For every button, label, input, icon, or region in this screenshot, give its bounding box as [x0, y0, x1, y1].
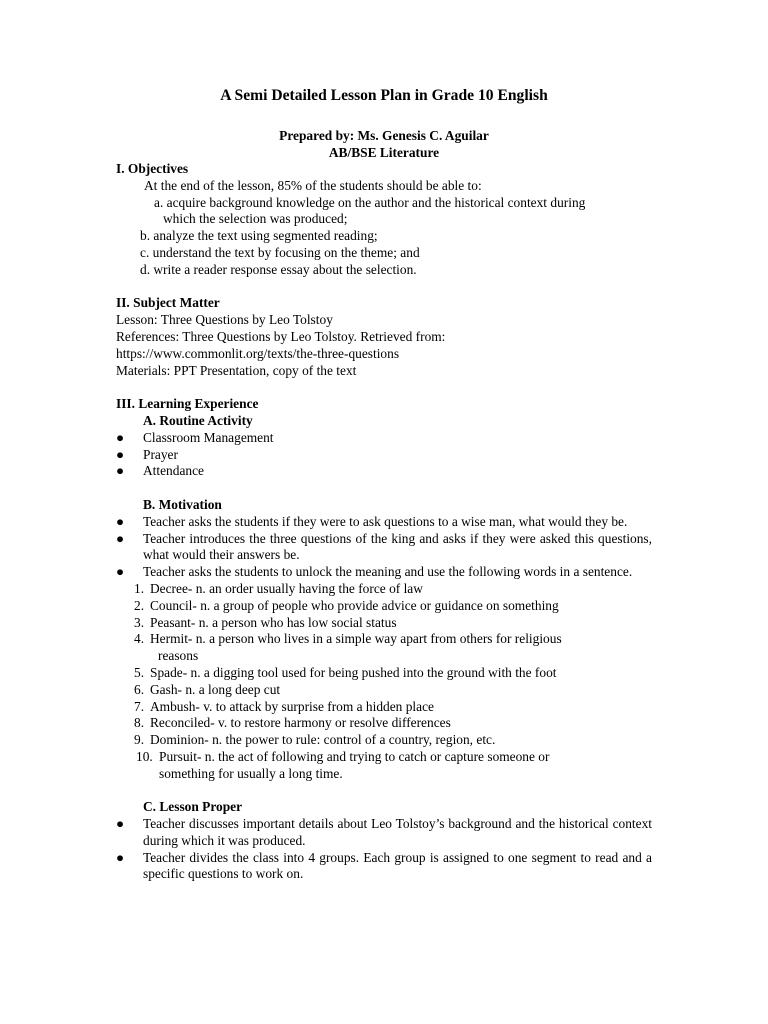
document-title: A Semi Detailed Lesson Plan in Grade 10 English	[220, 87, 548, 104]
vocab-item: 7. Ambush- v. to attack by surprise from a hidden place	[134, 698, 434, 714]
bullet-icon: ●	[116, 446, 125, 462]
reference-url[interactable]: https://www.commonlit.org/texts/the-three-questions	[116, 345, 400, 361]
vocab-item: 4. Hermit- n. a person who lives in a simple way apart from others for religious reasons	[134, 631, 562, 664]
vocab-item: 9. Dominion- n. the power to rule: control of a country, region, etc.	[134, 732, 496, 748]
objectives-heading: I. Objectives	[116, 161, 189, 176]
routine-heading: A. Routine Activity	[143, 412, 253, 428]
motivation-heading: B. Motivation	[143, 496, 222, 512]
bullet-icon: ●	[116, 849, 125, 865]
objective-item: b. analyze the text using segmented reading;	[140, 228, 378, 244]
learning-experience-heading: III. Learning Experience	[116, 396, 259, 412]
subject-matter-heading: II. Subject Matter	[116, 295, 220, 311]
vocab-item: 2. Council- n. a group of people who provide advice or guidance on something	[134, 597, 559, 613]
list-item: ● Teacher asks the students if they were to ask questions to a wise man, what would they be.	[116, 513, 628, 529]
prepared-by: Prepared by: Ms. Genesis C. Aguilar	[279, 128, 489, 143]
objective-item: a. acquire background knowledge on the author and the historical context during which the selection was produced;	[154, 194, 586, 227]
bullet-icon: ●	[116, 564, 125, 580]
lesson-line: Lesson: Three Questions by Leo Tolstoy	[116, 312, 333, 328]
lesson-proper-heading: C. Lesson Proper	[143, 799, 243, 815]
objectives-intro: At the end of the lesson, 85% of the students should be able to:	[144, 177, 482, 193]
objective-item: d. write a reader response essay about the selection.	[140, 261, 417, 277]
list-item: ● Teacher asks the students to unlock the meaning and use the following words in a sentence.	[116, 564, 633, 580]
materials-line: Materials: PPT Presentation, copy of the text	[116, 362, 357, 378]
list-item: ● Prayer	[116, 446, 178, 462]
vocab-item: 1. Decree- n. an order usually having the force of law	[134, 580, 423, 596]
document-body	[116, 161, 652, 883]
vocab-item: 3. Peasant- n. a person who has low social status	[134, 614, 397, 630]
vocab-item: 6. Gash- n. a long deep cut	[134, 681, 281, 697]
program: AB/BSE Literature	[328, 145, 440, 160]
list-item: ● Teacher divides the class into 4 groups. Each group is assigned to one segment to read and a specific questions to work on.	[116, 849, 652, 882]
list-item: ● Teacher discusses important details about Leo Tolstoy’s background and the historical context during which it was produced.	[116, 816, 652, 848]
bullet-icon: ●	[116, 530, 125, 546]
list-item: ● Teacher introduces the three questions of the king and asks if they were asked this questions, what would their answers be.	[116, 530, 652, 563]
vocab-item: 8. Reconciled- v. to restore harmony or resolve differences	[134, 715, 451, 731]
list-item: ● Classroom Management	[116, 429, 274, 445]
vocab-item: 5. Spade- n. a digging tool used for being pushed into the ground with the foot	[134, 664, 557, 680]
references-line: References: Three Questions by Leo Tolstoy. Retrieved from:	[116, 328, 446, 344]
list-item: ● Attendance	[116, 463, 204, 479]
bullet-icon: ●	[116, 429, 125, 445]
vocab-item: 10. Pursuit- n. the act of following and trying to catch or capture someone or something for usually a long time.	[136, 748, 550, 781]
bullet-icon: ●	[116, 463, 125, 479]
bullet-icon: ●	[116, 816, 125, 832]
bullet-icon: ●	[116, 513, 125, 529]
objective-item: c. understand the text by focusing on the theme; and	[140, 244, 420, 260]
